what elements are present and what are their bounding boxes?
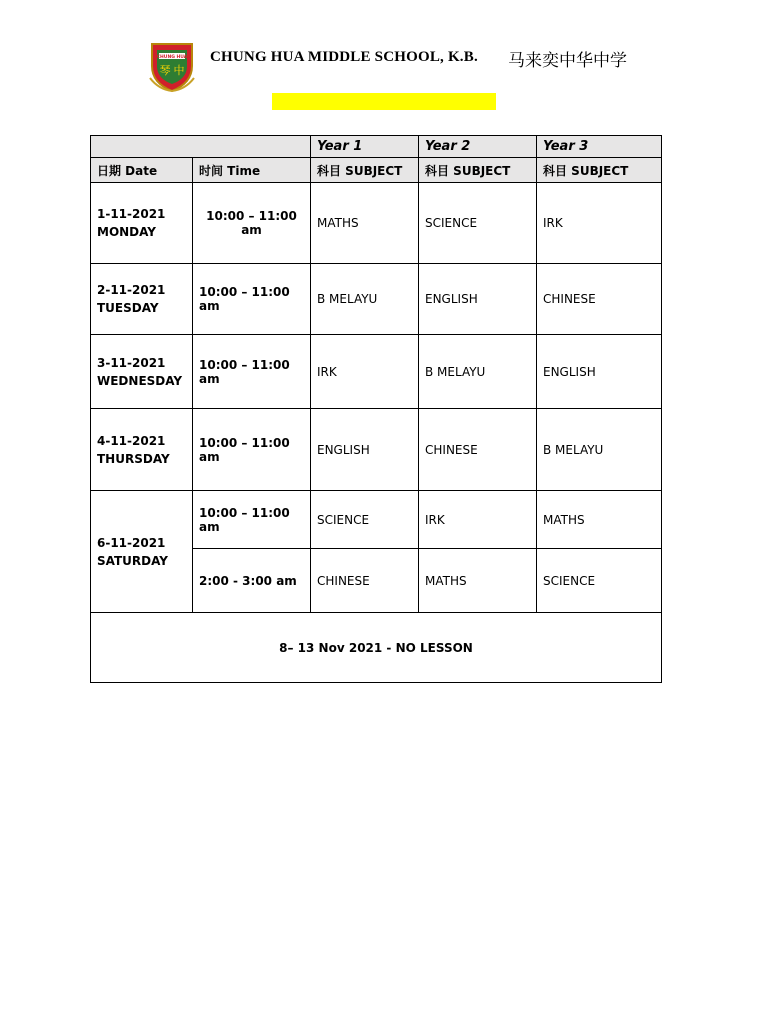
subject-cell: MATHS (537, 491, 662, 549)
day-text: TUESDAY (97, 301, 159, 315)
svg-text:中: 中 (173, 64, 185, 77)
subject-cell: SCIENCE (537, 549, 662, 613)
subject-cell: ENGLISH (311, 409, 419, 491)
day-text: WEDNESDAY (97, 373, 183, 388)
time-column-header: 时间 Time (193, 158, 311, 183)
subject-cell: CHINESE (419, 409, 537, 491)
date-text: 4-11-2021 (97, 433, 166, 448)
day-text: SATURDAY (97, 553, 168, 568)
school-crest-logo (148, 40, 196, 92)
date-column-header: 日期 Date (91, 158, 193, 183)
day-text: MONDAY (97, 225, 156, 239)
table-row (91, 264, 662, 335)
year-1-header: Year 1 (311, 136, 419, 158)
date-cell (91, 491, 193, 613)
subject-cell: CHINESE (537, 264, 662, 335)
date-text: 1-11-2021 (97, 207, 166, 221)
subject-cell: CHINESE (311, 549, 419, 613)
subject-cell: MATHS (311, 183, 419, 264)
subject-cell: IRK (311, 335, 419, 409)
time-cell: 10:00 – 11:00 am (193, 264, 311, 335)
date-cell (91, 409, 193, 491)
highlighted-title-placeholder (272, 93, 496, 110)
date-text: 3-11-2021 (97, 355, 166, 370)
time-cell: 2:00 - 3:00 am (193, 549, 311, 613)
subject-cell: MATHS (419, 549, 537, 613)
subject-header-year-2: 科目 SUBJECT (419, 158, 537, 183)
time-cell: 10:00 – 11:00 am (193, 491, 311, 549)
document-header (0, 0, 768, 100)
no-lesson-note: 8– 13 Nov 2021 - NO LESSON (91, 613, 662, 683)
year-2-header: Year 2 (419, 136, 537, 158)
date-cell (91, 264, 193, 335)
subject-cell: IRK (537, 183, 662, 264)
time-cell: 10:00 – 11:00 am (193, 183, 311, 264)
subject-cell: B MELAYU (537, 409, 662, 491)
subject-header-year-3: 科目 SUBJECT (537, 158, 662, 183)
subject-cell: B MELAYU (419, 335, 537, 409)
year-3-header: Year 3 (537, 136, 662, 158)
school-name-chinese: 马来奕中华中学 (508, 51, 627, 71)
svg-text:琴: 琴 (159, 64, 171, 77)
blank-header-cell (91, 136, 311, 158)
exam-timetable (90, 135, 662, 683)
subject-cell: ENGLISH (537, 335, 662, 409)
table-row (91, 409, 662, 491)
subject-cell: SCIENCE (419, 183, 537, 264)
subject-cell: SCIENCE (311, 491, 419, 549)
year-header-row (91, 136, 662, 158)
time-cell: 10:00 – 11:00 am (193, 335, 311, 409)
date-cell (91, 183, 193, 264)
day-text: THURSDAY (97, 451, 170, 466)
no-lesson-row (91, 613, 662, 683)
school-name-english: CHUNG HUA MIDDLE SCHOOL, K.B. (210, 49, 478, 65)
subject-header-year-1: 科目 SUBJECT (311, 158, 419, 183)
table-row (91, 183, 662, 264)
date-text: 2-11-2021 (97, 283, 166, 297)
date-cell (91, 335, 193, 409)
time-cell: 10:00 – 11:00 am (193, 409, 311, 491)
column-header-row (91, 158, 662, 183)
svg-text:CHUNG HUA: CHUNG HUA (156, 55, 188, 60)
subject-cell: IRK (419, 491, 537, 549)
table-row (91, 335, 662, 409)
table-row (91, 491, 662, 549)
date-text: 6-11-2021 (97, 535, 166, 550)
subject-cell: ENGLISH (419, 264, 537, 335)
subject-cell: B MELAYU (311, 264, 419, 335)
